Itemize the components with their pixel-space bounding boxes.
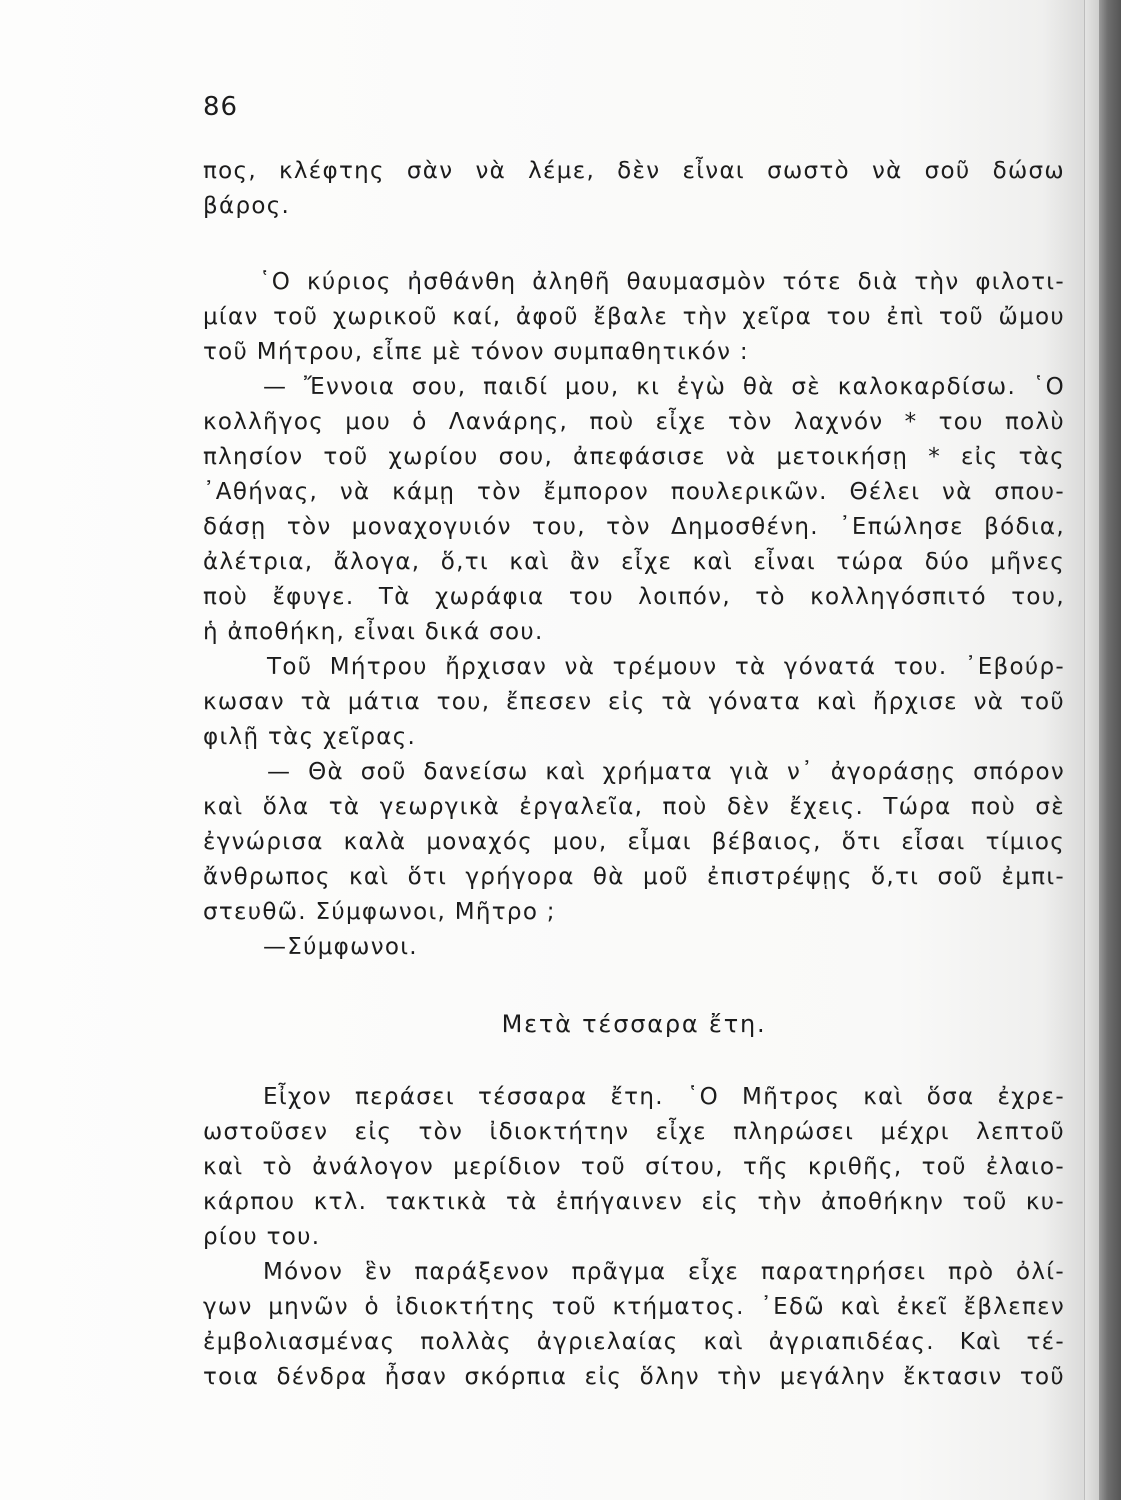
text-line: ωστοῦσεν εἰς τὸν ἰδιοκτήτην εἶχε πληρώσει μέχρι λεπτοῦ bbox=[203, 1119, 1065, 1145]
book-spine bbox=[1099, 0, 1121, 1500]
text-line: πλησίον τοῦ χωρίου σου, ἀπεφάσισε νὰ μετοικήσῃ * εἰς τὰς bbox=[203, 444, 1065, 470]
text-line: τοια δένδρα ἦσαν σκόρπια εἰς ὅλην τὴν μεγάλην ἔκτασιν τοῦ bbox=[203, 1364, 1065, 1390]
text-line: — Ἔννοια σου, παιδί μου, κι ἐγὼ θὰ σὲ καλοκαρδίσω. ῾Ο bbox=[263, 374, 1065, 400]
text-line: ἄνθρωπος καὶ ὅτι γρήγορα θὰ μοῦ ἐπιστρέψῃς ὅ,τι σοῦ ἐμπι- bbox=[203, 864, 1065, 890]
text-line: κολλῆγος μου ὁ Λανάρης, ποὺ εἶχε τὸν λαχνόν * του πολὺ bbox=[203, 409, 1065, 435]
text-line: ᾿Αθήνας, νὰ κάμῃ τὸν ἔμπορον πουλερικῶν. Θέλει νὰ σπου- bbox=[203, 479, 1065, 505]
text-line: στευθῶ. Σύμφωνοι, Μῆτρο ; bbox=[203, 899, 556, 925]
text-line: Τοῦ Μήτρου ἤρχισαν νὰ τρέμουν τὰ γόνατά του. ᾿Εβούρ- bbox=[267, 654, 1065, 680]
text-line: ῾Ο κύριος ἠσθάνθη ἀληθῆ θαυμασμὸν τότε διὰ τὴν φιλοτι- bbox=[259, 269, 1065, 295]
text-line: τοῦ Μήτρου, εἶπε μὲ τόνον συμπαθητικόν : bbox=[203, 339, 749, 365]
text-line: γων μηνῶν ὁ ἰδιοκτήτης τοῦ κτήματος. ᾿Εδῶ καὶ ἐκεῖ ἔβλεπεν bbox=[203, 1294, 1065, 1320]
paragraph-continuation bbox=[203, 154, 1065, 224]
text-line: βάρος. bbox=[203, 193, 291, 219]
text-line: ρίου του. bbox=[203, 1224, 321, 1250]
text-line: —Σύμφωνοι. bbox=[263, 934, 418, 960]
main-paragraphs bbox=[203, 265, 1065, 965]
text-line: κωσαν τὰ μάτια του, ἔπεσεν εἰς τὰ γόνατα καὶ ἤρχισε νὰ τοῦ bbox=[203, 689, 1065, 715]
section-paragraphs bbox=[203, 1080, 1065, 1395]
text-line: ἀλέτρια, ἄλογα, ὅ,τι καὶ ἂν εἶχε καὶ εἶναι τώρα δύο μῆνες bbox=[203, 549, 1065, 575]
text-line: φιλῇ τὰς χεῖρας. bbox=[203, 724, 417, 750]
text-line: ποὺ ἔφυγε. Τὰ χωράφια του λοιπόν, τὸ κολληγόσπιτό του, bbox=[203, 584, 1065, 610]
text-line: καὶ ὅλα τὰ γεωργικὰ ἐργαλεῖα, ποὺ δὲν ἔχεις. Τώρα ποὺ σὲ bbox=[203, 794, 1065, 820]
text-line: Εἶχον περάσει τέσσαρα ἔτη. ῾Ο Μῆτρος καὶ ὅσα ἐχρε- bbox=[263, 1084, 1065, 1110]
text-line: ἐγνώρισα καλὰ μοναχός μου, εἶμαι βέβαιος, ὅτι εἶσαι τίμιος bbox=[203, 829, 1065, 855]
text-line: μίαν τοῦ χωρικοῦ καί, ἀφοῦ ἔβαλε τὴν χεῖρα του ἐπὶ τοῦ ὤμου bbox=[203, 304, 1065, 330]
text-line: πος, κλέφτης σὰν νὰ λέμε, δὲν εἶναι σωστὸ νὰ σοῦ δώσω bbox=[203, 158, 1065, 184]
text-line: δάσῃ τὸν μοναχογυιόν του, τὸν Δημοσθένη. ᾿Επώλησε βόδια, bbox=[203, 514, 1065, 540]
next-page-edge bbox=[1084, 0, 1099, 1500]
text-line: ἡ ἀποθήκη, εἶναι δικά σου. bbox=[203, 619, 544, 645]
section-heading: Μετὰ τέσσαρα ἔτη. bbox=[501, 1010, 767, 1038]
text-line: Μόνον ἓν παράξενον πρᾶγμα εἶχε παρατηρήσει πρὸ ὀλί- bbox=[263, 1259, 1065, 1285]
text-line: καὶ τὸ ἀνάλογον μερίδιον τοῦ σίτου, τῆς κριθῆς, τοῦ ἐλαιο- bbox=[203, 1154, 1065, 1180]
text-line: — Θὰ σοῦ δανείσω καὶ χρήματα γιὰ ν᾿ ἀγοράσῃς σπόρον bbox=[267, 759, 1065, 785]
text-line: ἐμβολιασμένας πολλὰς ἀγριελαίας καὶ ἀγριαπιδέας. Καὶ τέ- bbox=[203, 1329, 1065, 1355]
page-number: 86 bbox=[203, 92, 239, 122]
text-line: κάρπου κτλ. τακτικὰ τὰ ἐπήγαινεν εἰς τὴν ἀποθήκην τοῦ κυ- bbox=[203, 1189, 1065, 1215]
